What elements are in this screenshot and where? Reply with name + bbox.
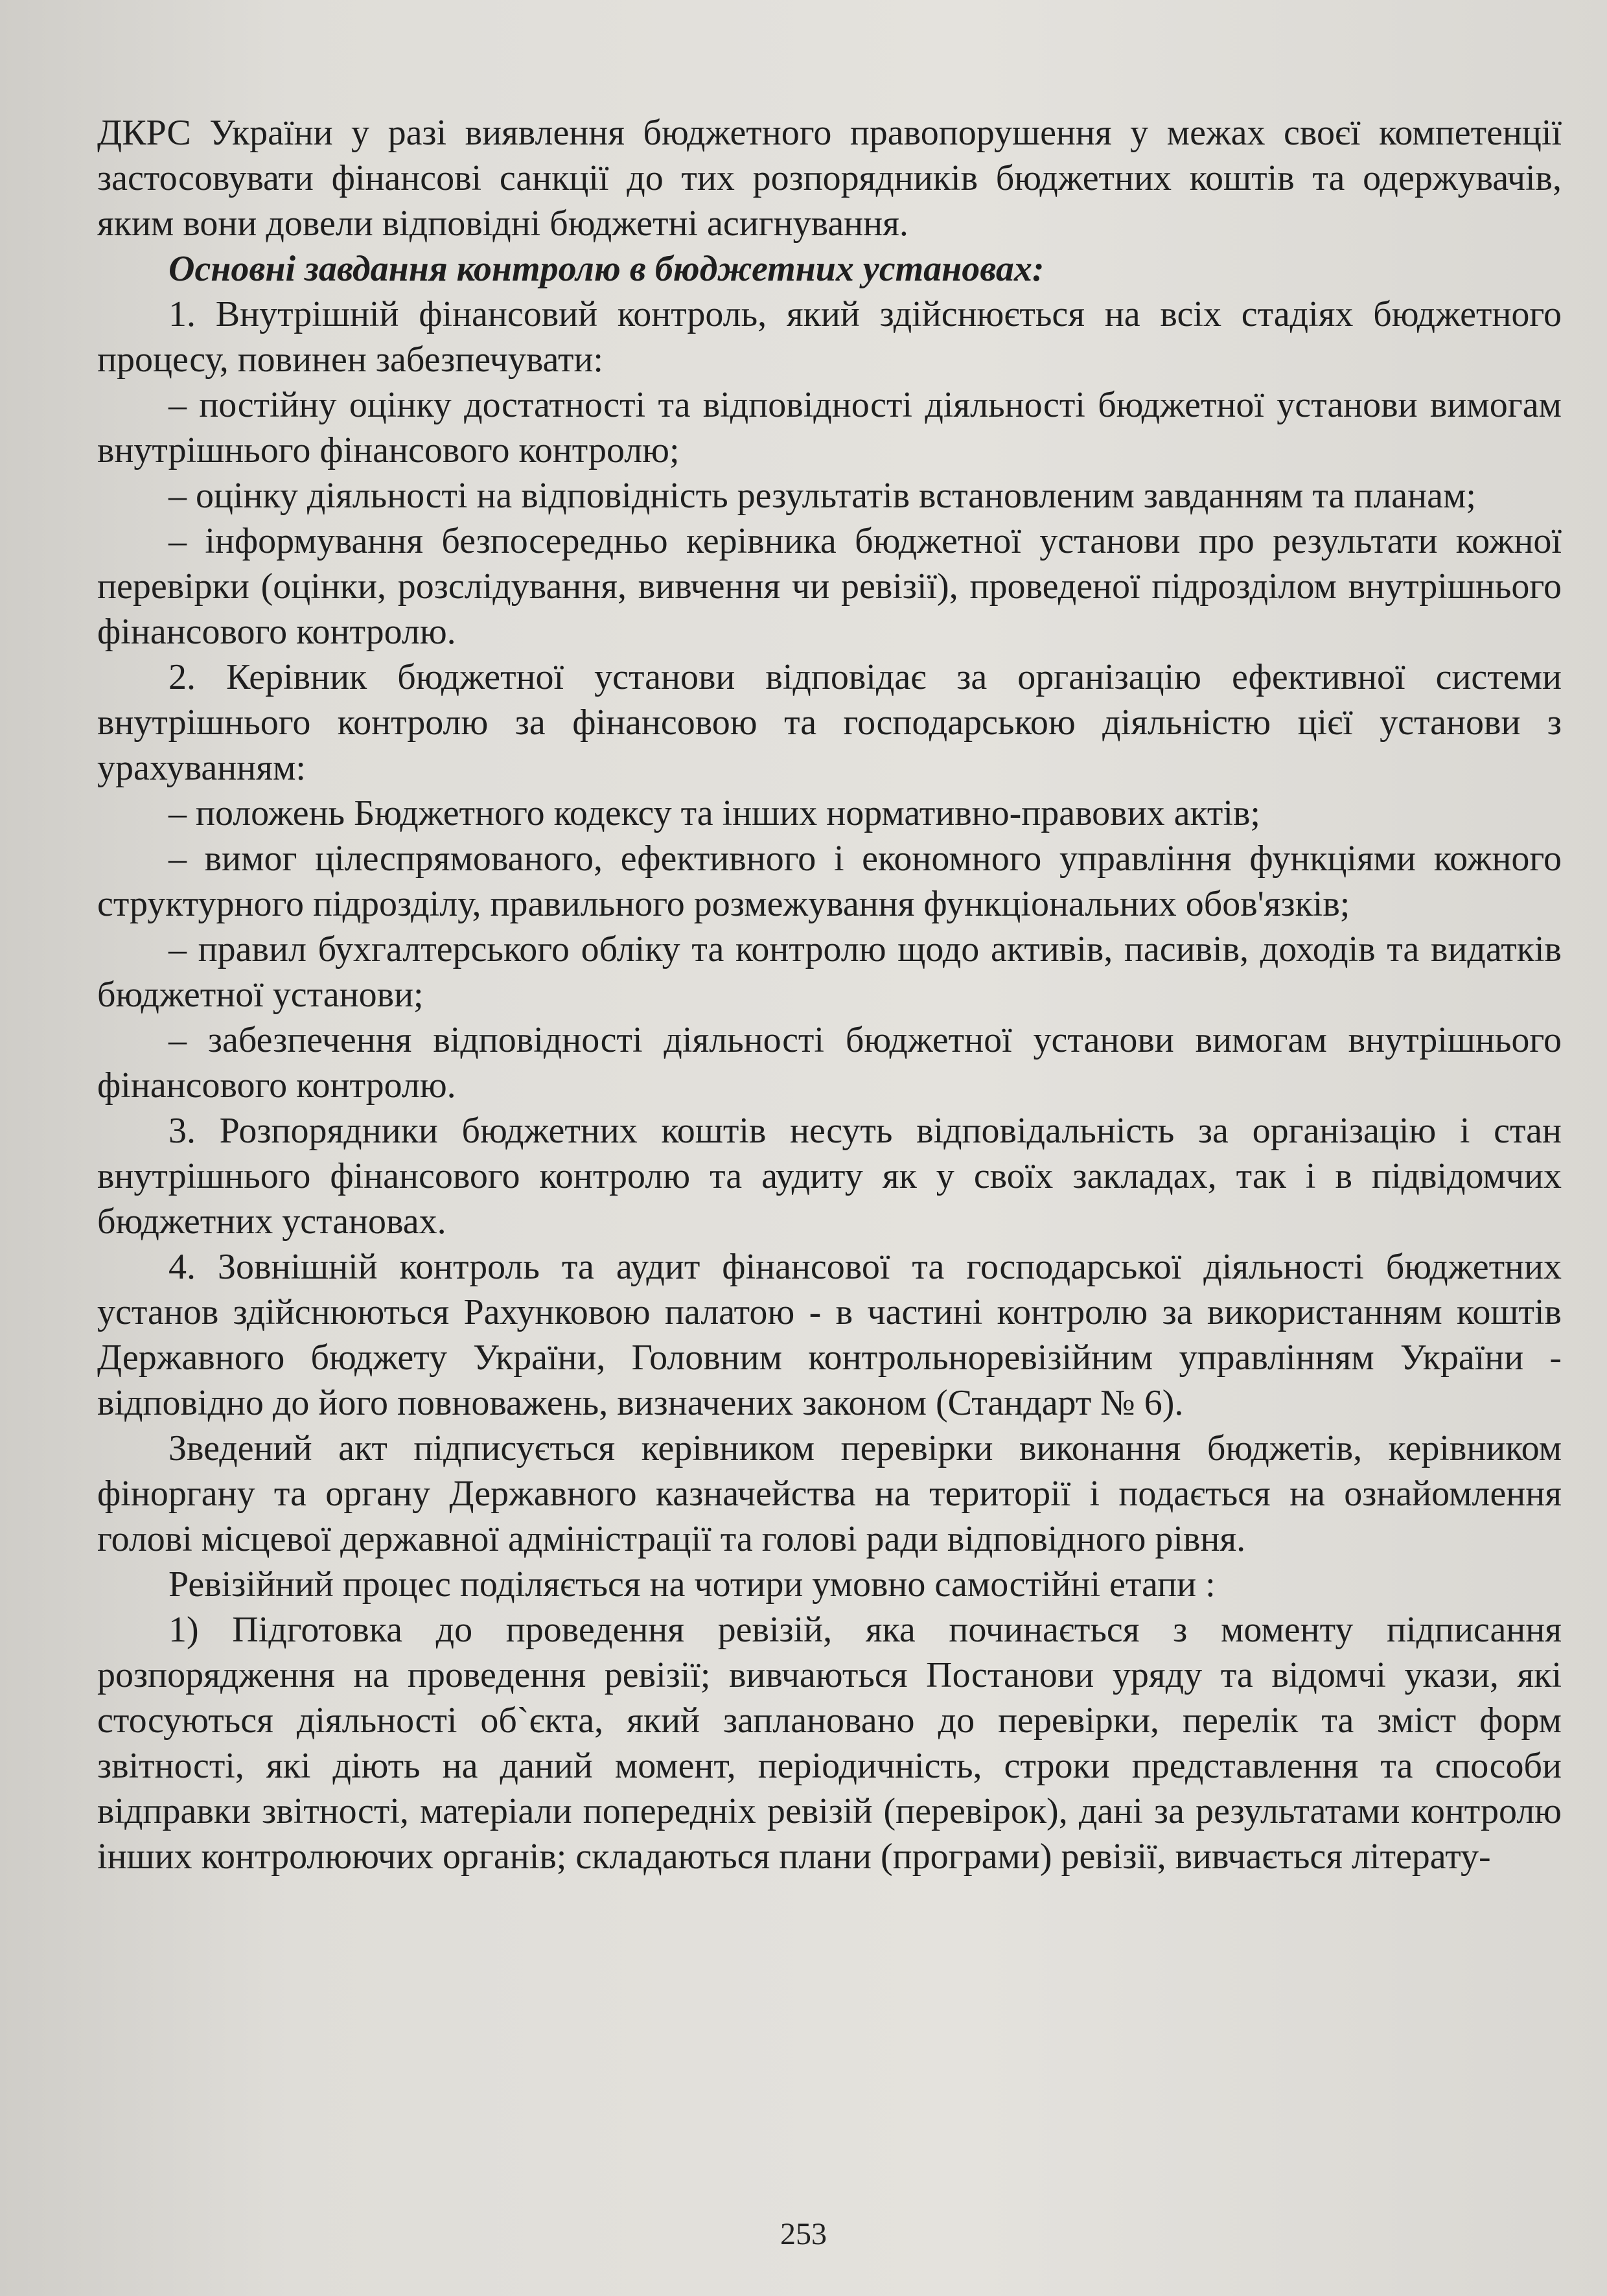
paragraph-dash-5: – вимог цілеспрямованого, ефективного і економного управління функціями кожного структурного підрозділу, правильного розмежування функціональних обов'язків; xyxy=(97,839,1562,924)
paragraph-item-3: 3. Розпорядники бюджетних коштів несуть відповідальність за організацію і стан внутрішнього фінансового контролю та аудиту як у своїх закладах, так і в підвідомчих бюджетних установах. xyxy=(97,1111,1562,1242)
paragraph-dash-6: – правил бухгалтерського обліку та контролю щодо активів, пасивів, доходів та видатків бюджетної установи; xyxy=(97,929,1562,1015)
paragraph-dash-3: – інформування безпосередньо керівника бюджетної установи про результати кожної перевірки (оцінки, розслідування, вивчення чи ревізії), проведеної підрозділом внутрішнього фінансового контролю. xyxy=(97,521,1562,652)
paragraph-dash-1: – постійну оцінку достатності та відповідності діяльності бюджетної установи вимогам внутрішнього фінансового контролю; xyxy=(97,385,1562,470)
paragraph-item-4: 4. Зовнішній контроль та аудит фінансової та господарської діяльності бюджетних установ здійснюються Рахунковою палатою - в частині контролю за використанням коштів Державного бюджету України, Головним контрольноревізійним управлінням України - відповідно до його повноважень, визначених законом (Стандарт № 6). xyxy=(97,1247,1562,1423)
paragraph-summary-act: Зведений акт підписується керівником перевірки виконання бюджетів, керівником фіноргану та органу Державного казначейства на території і подається на ознайомлення голові місцевої державної адміністрації та голові ради відповідного рівня. xyxy=(97,1428,1562,1559)
page-number: 253 xyxy=(780,2217,827,2251)
paragraph-dash-2: – оцінку діяльності на відповідність результатів встановленим завданням та планам; xyxy=(168,476,1476,516)
paragraph-audit-stages: Ревізійний процес поділяється на чотири умовно самостійні етапи : xyxy=(168,1564,1216,1605)
paragraph-item-1: 1. Внутрішній фінансовий контроль, який здійснюється на всіх стадіях бюджетного процесу, повинен забезпечувати: xyxy=(97,294,1562,380)
paragraph-dash-7: – забезпечення відповідності діяльності бюджетної установи вимогам внутрішнього фінансового контролю. xyxy=(97,1020,1562,1106)
paragraph-item-2: 2. Керівник бюджетної установи відповідає за організацію ефективної системи внутрішнього контролю за фінансовою та господарською діяльністю цієї установи з урахуванням: xyxy=(97,657,1562,788)
paragraph-1: ДКРС України у разі виявлення бюджетного правопорушення у межах своєї компетенції застосовувати фінансові санкції до тих розпорядників бюджетних коштів та одержувачів, яким вони довели відповідні бюджетні асигнування. xyxy=(97,113,1562,244)
paragraph-dash-4: – положень Бюджетного кодексу та інших нормативно-правових актів; xyxy=(168,793,1260,833)
section-heading: Основні завдання контролю в бюджетних установах: xyxy=(168,249,1045,289)
paragraph-stage-1: 1) Підготовка до проведення ревізій, яка починається з моменту підписання розпорядження на проведення ревізії; вивчаються Постанови уряду та відомчі укази, які стосуються діяльності об`єкта, який заплановано до перевірки, перелік та зміст форм звітності, які діють на даний момент, періодичність, строки представлення та способи відправки звітності, матеріали попередніх ревізій (перевірок), дані за результатами контролю інших контролюючих органів; складаються плани (програми) ревізії, вивчається літерату- xyxy=(97,1610,1562,1877)
